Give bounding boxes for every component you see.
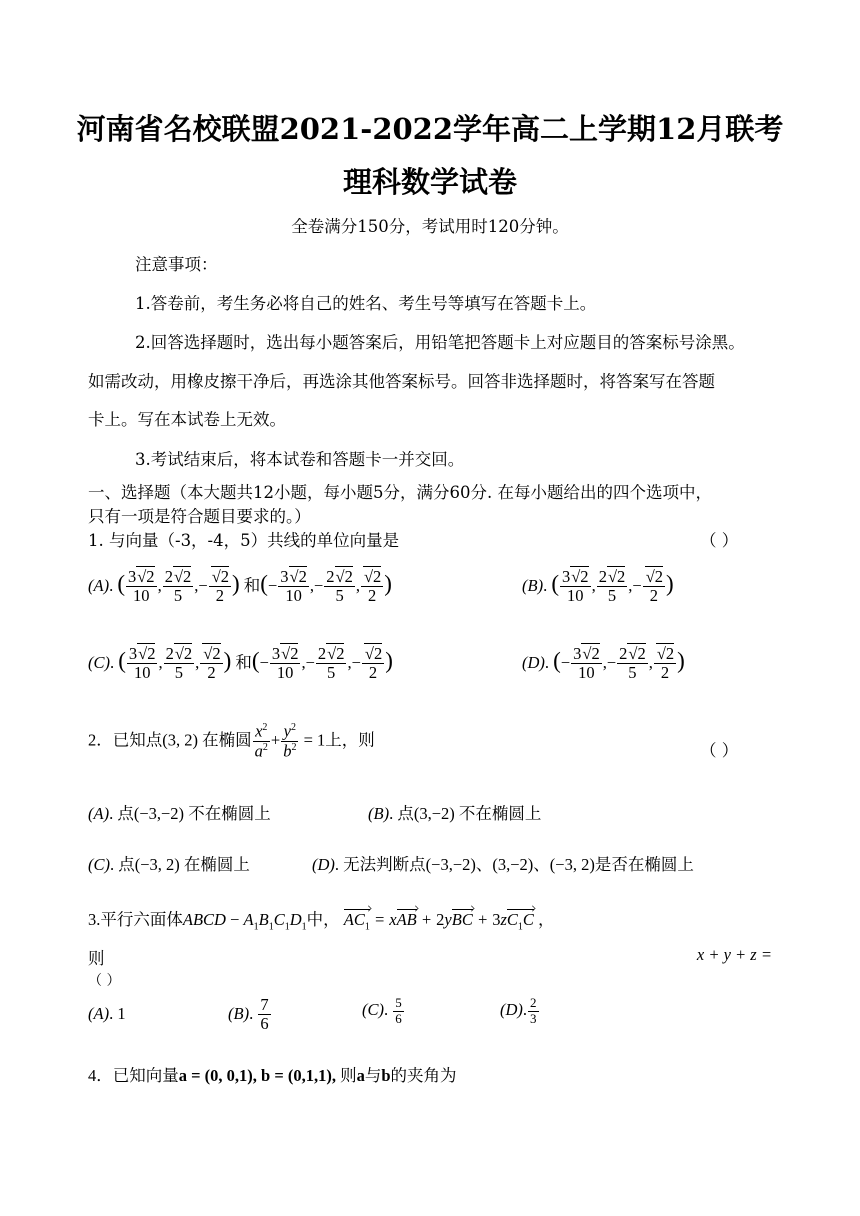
fraction: $\frac{2√2}{5}$ (165, 644, 193, 683)
q2-point: (3, 2) (162, 730, 198, 750)
q4-stem-text: 的夹角为 (390, 1066, 457, 1085)
q1-option-d-label: (D) (522, 652, 545, 672)
q2-option-a-label: (A) (88, 804, 110, 823)
fraction: $\frac{3√2}{10}$ (128, 567, 155, 606)
fraction: $\frac{√2}{2}$ (643, 568, 665, 606)
q1-option-a: (A). ( $\frac{3√2}{10}$ , $\frac{2√2}{5}$ ,− $\frac{√2}{2}$ ) 和(− $\frac{3√2}{10}$ ,− $\frac{2√2}{5}$ , $\frac{√2}{2}$ ) (88, 567, 392, 606)
q3-then: 则 (88, 949, 105, 968)
q1-and: 和 (243, 575, 261, 595)
q2-option-b-label: (B) (368, 804, 390, 823)
exam-subtitle: 理科数学试卷 (342, 165, 517, 199)
fraction: $\frac{√2}{2}$ (361, 568, 383, 606)
q2-option-d-points: (−3,−2)、(3,−2)、(−3, 2) (425, 855, 595, 874)
q1-option-b-label: (B) (522, 575, 544, 595)
q2-option-d: (D). 无法判断点(−3,−2)、(3,−2)、(−3, 2)是否在椭圆上 (312, 855, 694, 874)
q1-stem: 1. 与向量（-3，-4，5）共线的单位向量是 (88, 531, 400, 550)
q2-option-a-point: (−3,−2) (133, 804, 185, 823)
fraction: $\frac{3√2}{10}$ (562, 567, 589, 606)
note-3: 3.考试结束后，将本试卷和答题卡一并交回。 (135, 450, 465, 469)
q2-option-c-text: 在椭圆上 (183, 855, 250, 874)
fraction: $\frac{3√2}{10}$ (128, 644, 156, 683)
q2-option-a-text: 不在椭圆上 (188, 804, 271, 823)
q2-option-d-text: 无法判断点 (343, 855, 426, 874)
q2-option-a-text: 点 (117, 804, 134, 823)
q2-option-b-text: 点 (397, 804, 414, 823)
q4-vectors: a = (0, 0,1), b = (0,1,1), (178, 1066, 336, 1085)
q1-and: 和 (235, 652, 252, 672)
q3-stem: 3.平行六面体ABCD − $A_1B_1C_1D_1$中， $AC_1$ = xAB + $2yBC + 3zC_1C$ ， (88, 910, 555, 933)
q2-answer-paren: （ ） (700, 741, 739, 760)
fraction: $\frac{√2}{2}$ (209, 568, 231, 606)
note-2-line-3: 卡上。写在本试卷上无效。 (88, 410, 286, 429)
q3-option-a-value: 1 (117, 1004, 126, 1023)
q2-option-a: (A). 点(−3,−2) 不在椭圆上 (88, 804, 271, 823)
q2-option-c-text: 点 (118, 855, 135, 874)
q4-stem (88, 1062, 457, 1086)
q3-sum-expression: x + y + z = (696, 945, 772, 964)
note-2-line-1: 2.回答选择题时，选出每小题答案后，用铅笔把答题卡上对应题目的答案标号涂黑。 (135, 333, 745, 352)
q2-stem: 2．已知点(3, 2) 在椭圆 $\frac{x^2}{a^2}$ + $\frac{y^2}{b^2}$ = 1上，则 (88, 721, 375, 761)
notes-heading: 注意事项： (135, 255, 218, 274)
fraction: $\frac{y^2}{b^2}$ (283, 721, 297, 761)
section-heading-line-2: 只有一项是符合题目要求的。） (88, 507, 311, 526)
q2-stem-text: 在椭圆 (202, 730, 252, 750)
q2-option-c: (C). 点(−3, 2) 在椭圆上 (88, 855, 250, 874)
q1-option-a-label: (A) (88, 575, 110, 595)
q3-stem-text: 3.平行六面体 (88, 910, 183, 929)
q3-option-d-label: (D) (500, 999, 523, 1019)
q3-option-c: (C). $\frac{5}{6}$ (362, 995, 402, 1026)
q2-option-d-label: (D) (312, 855, 335, 874)
note-1: 1.答卷前，考生务必将自己的姓名、考生号等填写在答题卡上。 (135, 294, 597, 313)
q2-option-b-text: 不在椭圆上 (458, 804, 542, 823)
fraction: $\frac{3√2}{10}$ (271, 644, 299, 683)
q2-option-b-point: (3,−2) (413, 804, 455, 823)
q4-stem-text: 与 (364, 1066, 382, 1085)
fraction: $\frac{7}{6}$ (260, 995, 269, 1034)
fraction: $\frac{2√2}{5}$ (317, 644, 345, 683)
section-heading-line-1: 一、选择题（本大题共12小题，每小题5分，满分60分. 在每小题给出的四个选项中， (88, 483, 712, 502)
q1-option-c: (C). ( $\frac{3√2}{10}$ , $\frac{2√2}{5}$ , $\frac{√2}{2}$ ) 和(− $\frac{3√2}{10}$ ,− $\frac{2√2}{5}$ ,− $\frac{√2}{2}$ ) (88, 644, 393, 683)
q4-stem-text: 4．已知向量 (88, 1066, 179, 1085)
q3-option-d: (D). $\frac{2}{3}$ (500, 995, 537, 1026)
fraction: $\frac{√2}{2}$ (362, 645, 384, 683)
q3-answer-paren: （ ） (88, 973, 121, 989)
q3-option-a: (A). 1 (88, 1004, 126, 1023)
fraction: $\frac{2√2}{5}$ (619, 644, 646, 683)
q3-option-b: (B). $\frac{7}{6}$ (228, 995, 269, 1034)
q1-option-b: (B). ( $\frac{3√2}{10}$ , $\frac{2√2}{5}$ ,− $\frac{√2}{2}$ ) (522, 567, 674, 606)
q1-option-d: (D). (− $\frac{3√2}{10}$ ,− $\frac{2√2}{5}$ , $\frac{√2}{2}$ ) (522, 644, 685, 683)
q1-answer-paren: （ ） (700, 531, 739, 550)
q3-option-b-label: (B) (228, 1003, 250, 1023)
q4-vector-a: a (356, 1066, 365, 1085)
fraction: $\frac{2√2}{5}$ (164, 567, 192, 606)
q3-option-a-label: (A) (88, 1004, 110, 1023)
q3-stem-text: 中， (306, 910, 340, 929)
exam-title: 河南省名校联盟2021-2022学年高二上学期12月联考 (76, 112, 784, 146)
q2-stem-text: 2．已知点 (88, 730, 163, 750)
fraction: $\frac{3√2}{10}$ (573, 644, 600, 683)
fraction: $\frac{2√2}{5}$ (326, 567, 353, 606)
fraction: $\frac{5}{6}$ (395, 995, 402, 1026)
q2-option-c-label: (C) (88, 855, 110, 874)
q3-option-c-label: (C) (362, 999, 384, 1019)
fraction: $\frac{2}{3}$ (530, 995, 537, 1026)
fraction: $\frac{x^2}{a^2}$ (254, 721, 268, 761)
q2-stem-text: 上，则 (325, 730, 375, 750)
q2-option-c-point: (−3, 2) (134, 855, 180, 874)
q4-vector-b: b (381, 1066, 391, 1085)
fraction: $\frac{√2}{2}$ (200, 645, 222, 683)
exam-info: 全卷满分150分，考试用时120分钟。 (291, 217, 569, 236)
q4-stem-text: 则 (340, 1066, 357, 1085)
fraction: $\frac{√2}{2}$ (654, 645, 676, 683)
q2-option-d-text: 是否在椭圆上 (594, 855, 694, 874)
q1-option-c-label: (C) (88, 652, 110, 672)
q2-option-b: (B). 点(3,−2) 不在椭圆上 (368, 804, 542, 823)
fraction: $\frac{3√2}{10}$ (280, 567, 307, 606)
note-2-line-2: 如需改动，用橡皮擦干净后，再选涂其他答案标号。回答非选择题时，将答案写在答题 (88, 372, 715, 391)
fraction: $\frac{2√2}{5}$ (598, 567, 626, 606)
